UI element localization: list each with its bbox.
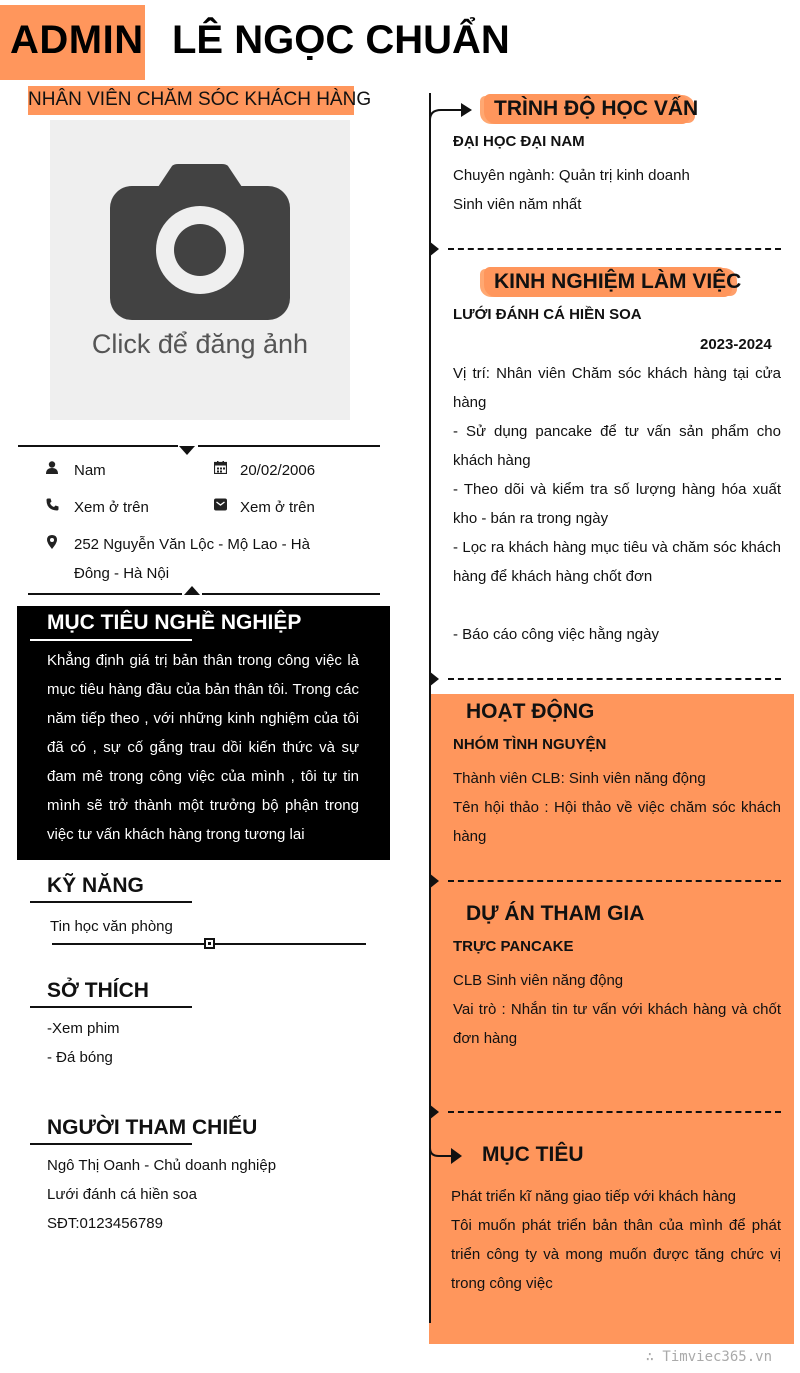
camera-icon: [110, 164, 290, 320]
candidate-name[interactable]: LÊ NGỌC CHUẨN: [172, 18, 510, 62]
phone-value[interactable]: Xem ở trên: [74, 499, 149, 516]
timeline-marker: [429, 241, 439, 257]
watermark: [646, 1349, 772, 1365]
hobbies-underline: [30, 1006, 192, 1008]
objective-title: MỤC TIÊU NGHỀ NGHIỆP: [47, 611, 302, 634]
avatar-upload[interactable]: [50, 120, 350, 420]
reference-underline: [30, 1143, 192, 1145]
section-divider: [448, 678, 781, 680]
timeline-marker: [429, 671, 439, 687]
activities-group[interactable]: NHÓM TÌNH NGUYỆN: [453, 736, 607, 753]
arrow-right-icon: [429, 100, 473, 124]
hobby-item[interactable]: -Xem phim: [47, 1020, 120, 1037]
map-marker-icon: [45, 535, 59, 549]
reference-title: NGƯỜI THAM CHIẾU: [47, 1116, 258, 1139]
experience-company[interactable]: LƯỚI ĐÁNH CÁ HIỀN SOA: [453, 306, 642, 323]
caret-up-icon: [184, 586, 200, 595]
gender-value[interactable]: Nam: [74, 462, 106, 479]
timeline-marker: [429, 873, 439, 889]
email-value[interactable]: Xem ở trên: [240, 499, 315, 516]
email-icon: [213, 498, 227, 512]
education-title: TRÌNH ĐỘ HỌC VẤN: [494, 97, 699, 120]
experience-line[interactable]: - Báo cáo công việc hằng ngày: [453, 626, 659, 643]
education-school[interactable]: ĐẠI HỌC ĐẠI NAM: [453, 133, 585, 150]
position-title[interactable]: NHÂN VIÊN CHĂM SÓC KHÁCH HÀNG: [28, 89, 372, 110]
experience-line[interactable]: - Theo dõi và kiểm tra số lượng hàng hóa xuất kho - bán ra trong ngày: [453, 481, 781, 527]
activities-title: HOẠT ĐỘNG: [466, 700, 595, 723]
reference-line[interactable]: SĐT:0123456789: [47, 1215, 163, 1232]
activities-line[interactable]: Tên hội thảo : Hội thảo về việc chăm sóc khách hàng: [453, 799, 781, 845]
experience-line[interactable]: - Sử dụng pancake để tư vấn sản phẩm cho khách hàng: [453, 423, 781, 469]
arrow-right-icon: [429, 1128, 463, 1168]
info-divider-top: [18, 445, 380, 447]
info-divider-bottom: [28, 593, 380, 595]
timeline-marker: [429, 1104, 439, 1120]
skills-title: KỸ NĂNG: [47, 874, 144, 897]
experience-period[interactable]: 2023-2024: [700, 336, 772, 353]
project-line[interactable]: Vai trò : Nhắn tin tư vấn với khách hàng và chốt đơn hàng: [453, 1001, 781, 1047]
caret-down-icon: [179, 446, 195, 455]
hobbies-title: SỞ THÍCH: [47, 979, 149, 1002]
skills-underline: [30, 901, 192, 903]
calendar-icon: [213, 461, 227, 475]
goals-title: MỤC TIÊU: [482, 1143, 584, 1166]
projects-title: DỰ ÁN THAM GIA: [466, 902, 645, 925]
section-divider: [448, 880, 781, 882]
skill-level-bar[interactable]: [52, 943, 366, 945]
goals-line[interactable]: Phát triển kĩ năng giao tiếp với khách hàng: [451, 1188, 737, 1205]
objective-text[interactable]: Khẳng định giá trị bản thân trong công việc là mục tiêu hàng đầu của bản thân tôi. Trong các năm tiếp theo , với những kinh nghiệm của tôi đã có , sự cố gắng trau dồi kiến thức và sự đam mê trong công việc của mình , tôi tự tin mình sẽ trở thành một trưởng bộ phận trong việc tư vấn khách hàng trong tương lai: [47, 652, 359, 843]
experience-line[interactable]: Vị trí: Nhân viên Chăm sóc khách hàng tại cửa hàng: [453, 365, 781, 411]
user-icon: [45, 461, 59, 475]
project-name[interactable]: TRỰC PANCAKE: [453, 938, 574, 955]
brand-label: ADMIN: [10, 18, 144, 62]
section-divider: [448, 248, 781, 250]
skill-name[interactable]: Tin học văn phòng: [50, 918, 173, 935]
watermark-dots-icon: ∴: [645, 1349, 663, 1365]
watermark-text: Timviec365.vn: [662, 1349, 772, 1365]
activities-line[interactable]: Thành viên CLB: Sinh viên năng động: [453, 770, 706, 787]
experience-line[interactable]: - Lọc ra khách hàng mục tiêu và chăm sóc khách hàng để khách hàng chốt đơn: [453, 539, 781, 585]
address-value[interactable]: 252 Nguyễn Văn Lộc - Mộ Lao - Hà Đông - Hà Nội: [74, 536, 310, 582]
education-line[interactable]: Chuyên ngành: Quản trị kinh doanh: [453, 167, 690, 184]
skill-level-handle[interactable]: [204, 938, 215, 949]
section-divider: [448, 1111, 781, 1113]
experience-title: KINH NGHIỆM LÀM VIỆC: [494, 270, 742, 293]
education-line[interactable]: Sinh viên năm nhất: [453, 196, 582, 213]
birthday-value[interactable]: 20/02/2006: [240, 462, 316, 479]
hobby-item[interactable]: - Đá bóng: [47, 1049, 113, 1066]
phone-icon: [45, 498, 59, 512]
reference-line[interactable]: Ngô Thị Oanh - Chủ doanh nghiệp: [47, 1157, 277, 1174]
project-line[interactable]: CLB Sinh viên năng động: [453, 972, 624, 989]
photo-caption: Click để đăng ảnh: [91, 329, 309, 359]
reference-line[interactable]: Lưới đánh cá hiền soa: [47, 1186, 197, 1203]
objective-underline: [30, 639, 192, 641]
goals-line[interactable]: Tôi muốn phát triển bản thân của mình để phát triển công ty và mong muốn được tăng chức vị trong công việc: [451, 1217, 781, 1292]
